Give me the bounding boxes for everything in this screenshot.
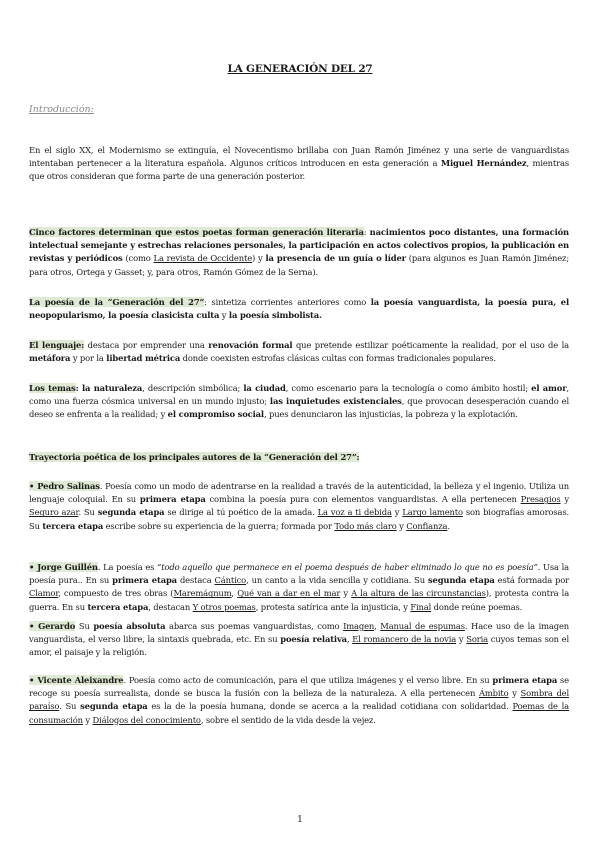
factors-paragraph: Cinco factores determinan que estos poetas forman generación literaria: nacimientos poco distantes, una formación intelectual semejante y estrechas relaciones personales, la participación en actos colectivos propios, la publicación en revistas y periódicos (como La revista de Occidente) y la presencia de un guía o líder (para algunos es Juan Ramón Jiménez; para otros, Ortega y Gasset; y, para otros, Ramón Gómez de la Serna). <box>29 227 569 277</box>
page-number: 1 <box>297 815 303 825</box>
intro-paragraph: En el siglo XX, el Modernismo se extinguía, el Novecentismo brillaba con Juan Ramón Jiménez y una serie de vanguardistas intentaban pertenecer a la literatura española. Algunos críticos introducen en esta generación a Miguel Hernández, mientras que otros consideran que forma parte de una generación posterior. <box>29 145 569 182</box>
author-name: • Vicente Aleixandre <box>29 675 124 685</box>
document-title: LA GENERACIÓN DEL 27 <box>227 63 373 75</box>
author-diego: • Gerardo Su poesía absoluta abarca sus poemas vanguardistas, como Imagen, Manual de espumas. Hace uso de la imagen vanguardista, el verso libre, la sintaxis quebrada, etc. En su poesía relativa, El romancero de la novia y Soria cuyos temas son el amor, el paisaje y la religión. <box>29 621 570 658</box>
language-paragraph: El lenguaje: destaca por emprender una renovación formal que pretende estilizar poéticamente la realidad, por el uso de la metáfora y por la libertad métrica donde coexisten estrofas clásicas cultas con formas tradicionales populares. <box>29 340 569 364</box>
author-name: • Pedro Salinas <box>29 481 100 491</box>
highlight-heading: Los temas <box>29 383 76 393</box>
trajectory-heading <box>29 451 569 464</box>
author-salinas: • Pedro Salinas. Poesía como un modo de adentrarse en la realidad a través de la autenticidad, la belleza y el ingenio. Utiliza un lenguaje coloquial. En su primera etapa combina la poesía pura con elementos vanguardistas. A ella pertenecen Presagios y Seguro azar. Su segunda etapa se dirige al tú poético de la amada. La voz a ti debida y Largo lamento son biografías amorosas. Su tercera etapa escribe sobre su experiencia de la guerra; formada por Todo más claro y Confianza. <box>29 481 570 531</box>
highlight-heading: Trayectoria poética de los principales autores de la “Generación del 27”: <box>29 452 360 462</box>
highlight-heading: La poesía de la “Generación del 27” <box>29 297 205 307</box>
author-aleixandre: • Vicente Aleixandre. Poesía como acto de comunicación, para el que utiliza imágenes y el verso libre. En su primera etapa se recoge su poesía surrealista, donde se busca la fusión con la belleza de la naturaleza. A ella pertenecen Ámbito y Sombra del paraíso. Su segunda etapa es la de la poesía humana, donde se acerca a la realidad cotidiana con solidaridad. Poemas de la consumación y Diálogos del conocimiento, sobre el sentido de la vida desde la vejez. <box>29 675 569 725</box>
author-name: • Gerardo <box>29 621 76 631</box>
highlight-heading: El lenguaje: <box>29 340 85 350</box>
themes-paragraph: Los temas: la naturaleza, descripción simbólica; la ciudad, como escenario para la tecnología o como ámbito hostil; el amor, como una fuerza cósmica universal en un mundo injusto; las inquietudes existenciales, que provocan desesperación cuando el deseo se enfrenta a la realidad; y el compromiso social, pues denunciaron las injusticias, la pobreza y la explotación. <box>29 383 569 420</box>
poetry-paragraph: La poesía de la “Generación del 27”: sintetiza corrientes anteriores como la poesía vanguardista, la poesía pura, el neopopularismo, la poesía clasicista culta y la poesía simbolista. <box>29 297 570 321</box>
author-name: • Jorge Guillén <box>29 562 98 572</box>
author-guillen: • Jorge Guillén. La poesía es “todo aquello que permanece en el poema después de haber eliminado lo que no es poesía”. Usa la poesía pura.. En su primera etapa destaca Cántico, un canto a la vida sencilla y cotidiana. Su segunda etapa está formada por Clamor, compuesto de tres obras (Maremágnum, Qué van a dar en el mar y A la altura de las circunstancias), protesta contra la guerra. En su tercera etapa, destacan Y otros poemas, protesta satírica ante la injusticia, y Final donde reúne poemas. <box>29 562 570 612</box>
highlight-heading: Cinco factores determinan que estos poetas forman generación literaria <box>29 227 364 237</box>
intro-label: Introducción: <box>29 104 94 115</box>
